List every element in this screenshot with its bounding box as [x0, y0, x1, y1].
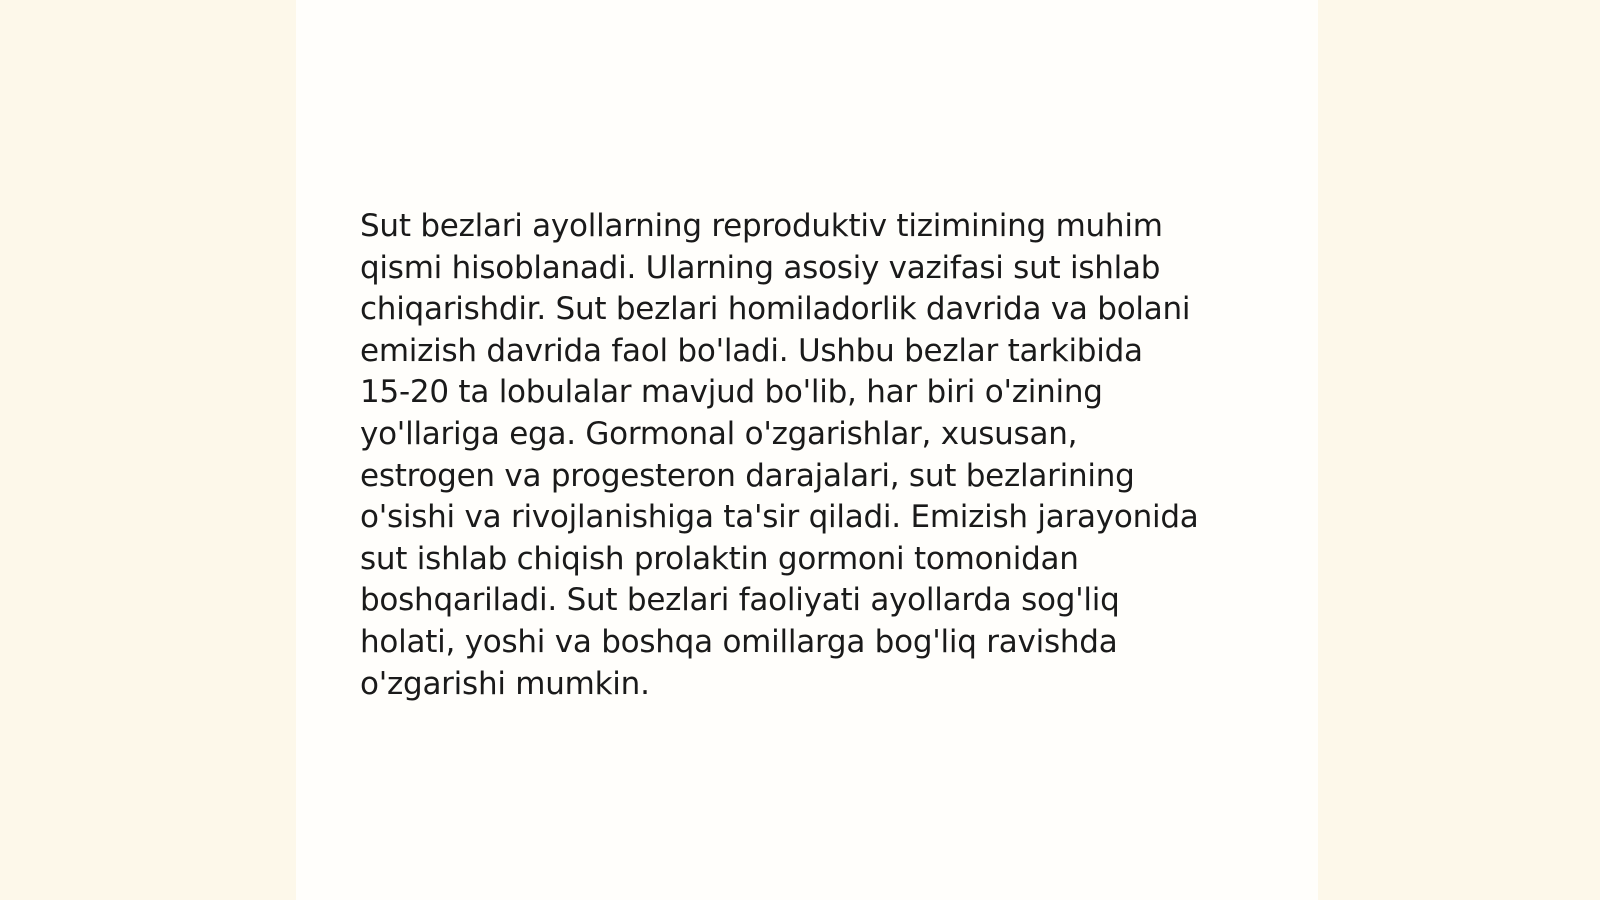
left-margin-band — [0, 0, 296, 900]
paragraph-line: 15-20 ta lobulalar mavjud bo'lib, har biri o'zining — [360, 374, 1103, 411]
paragraph-line: boshqariladi. Sut bezlari faoliyati ayollarda sog'liq — [360, 582, 1120, 619]
paragraph-line: emizish davrida faol bo'ladi. Ushbu bezlar tarkibida — [360, 332, 1143, 369]
paragraph-line: o'zgarishi mumkin. — [360, 665, 650, 702]
paragraph-line: chiqarishdir. Sut bezlari homiladorlik davrida va bolani — [360, 291, 1191, 328]
slide-page — [296, 0, 1318, 900]
paragraph-line: Sut bezlari ayollarning reproduktiv tizimining muhim — [360, 208, 1163, 244]
paragraph-line: o'sishi va rivojlanishiga ta'sir qiladi. Emizish jarayonida — [360, 499, 1199, 536]
paragraph-line: sut ishlab chiqish prolaktin gormoni tomonidan — [360, 540, 1079, 577]
paragraph-line: estrogen va progesteron darajalari, sut bezlarining — [360, 457, 1135, 494]
body-paragraph — [360, 206, 1260, 705]
paragraph-line: qismi hisoblanadi. Ularning asosiy vazifasi sut ishlab — [360, 249, 1161, 286]
right-margin-band — [1318, 0, 1600, 900]
paragraph-line: yo'llariga ega. Gormonal o'zgarishlar, xususan, — [360, 415, 1078, 452]
paragraph-line: holati, yoshi va boshqa omillarga bog'liq ravishda — [360, 623, 1118, 660]
